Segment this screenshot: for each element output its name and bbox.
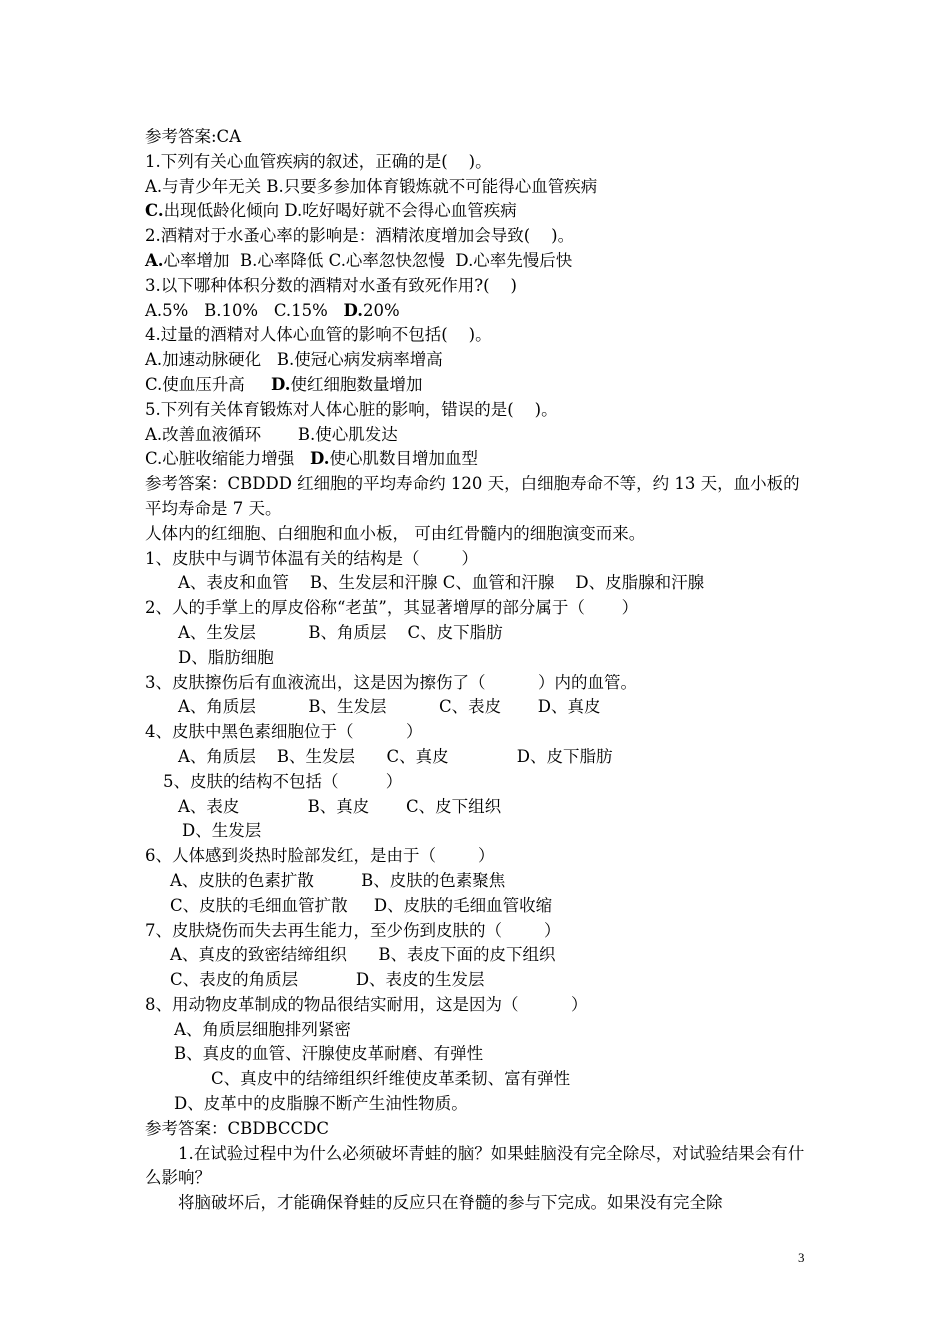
text-line: 1.下列有关心血管疾病的叙述，正确的是( )。 (145, 151, 492, 171)
text-segment: 使红细胞数量增加 (290, 374, 423, 394)
text-line: A.加速动脉硬化 B.使冠心病发病率增高 (145, 350, 443, 370)
question-line: 1、皮肤中与调节体温有关的结构是（ ） (145, 548, 478, 568)
text-segment: 20% (363, 300, 400, 320)
question-line: 2、人的手掌上的厚皮俗称“老茧”，其显著增厚的部分属于（ ） (145, 598, 639, 618)
text-line: 人体内的红细胞、白细胞和血小板， 可由红骨髓内的细胞演变而来。 (145, 523, 646, 543)
options-line: B、真皮的血管、汗腺使皮革耐磨、有弹性 (174, 1044, 484, 1064)
options-line: C、皮肤的毛细血管扩散 D、皮肤的毛细血管收缩 (170, 895, 553, 915)
text-segment: 出现低龄化倾向 D.吃好喝好就不会得心血管疾病 (163, 201, 517, 221)
text-segment: C.使血压升高 (145, 374, 272, 394)
text-segment: A.5% B.10% C.15% (145, 300, 344, 320)
question-line: 8、用动物皮革制成的物品很结实耐用，这是因为（ ） (145, 994, 588, 1014)
question-line: 3、皮肤擦伤后有血液流出，这是因为擦伤了（ ）内的血管。 (145, 672, 637, 692)
options-line: A、角质层 B、生发层 C、表皮 D、真皮 (178, 697, 601, 717)
options-line: D、脂肪细胞 (178, 647, 274, 667)
bold-option-mark: A. (145, 250, 164, 270)
options-line: A、真皮的致密结缔组织 B、表皮下面的皮下组织 (170, 945, 556, 965)
text-line: 2.酒精对于水蚤心率的影响是：酒精浓度增加会导致( )。 (145, 226, 575, 246)
options-line: A、生发层 B、角质层 C、皮下脂肪 (178, 622, 503, 642)
options-line: A、皮肤的色素扩散 B、皮肤的色素聚焦 (170, 870, 506, 890)
answer-line: 参考答案：CBDBCCDC (145, 1118, 330, 1138)
text-segment: C.心脏收缩能力增强 (145, 449, 311, 469)
text-line (145, 373, 810, 398)
question-line: 5、皮肤的结构不包括（ ） (163, 771, 403, 791)
text-paragraph: 参考答案：CBDDD 红细胞的平均寿命约 120 天，白细胞寿命不等，约 13 天，血小板的平均寿命是 7 天。 (145, 474, 800, 518)
text-line: 将脑破坏后，才能确保脊蛙的反应只在脊髓的参与下完成。如果没有完全除 (178, 1193, 723, 1213)
text-line: 3.以下哪种体积分数的酒精对水蚤有致死作用?( ) (145, 275, 517, 295)
bold-option-mark: D. (271, 374, 291, 394)
page-content (145, 125, 810, 1216)
page-number: 3 (798, 1250, 805, 1265)
text-segment: 使心肌数目增加血型 (329, 449, 478, 469)
question-line: 4、皮肤中黑色素细胞位于（ ） (145, 722, 423, 742)
question-line: 7、皮肤烧伤而失去再生能力，至少伤到皮肤的（ ） (145, 920, 561, 940)
bold-option-mark: D. (310, 449, 330, 469)
text-line: 5.下列有关体育锻炼对人体心脏的影响，错误的是( )。 (145, 399, 558, 419)
options-line: A、表皮 B、真皮 C、皮下组织 (178, 796, 502, 816)
options-line: A、角质层 B、生发层 C、真皮 D、皮下脂肪 (178, 746, 613, 766)
options-line: D、生发层 (182, 821, 262, 841)
options-line: C、表皮的角质层 D、表皮的生发层 (170, 970, 485, 990)
text-line (145, 199, 810, 224)
text-line (145, 447, 810, 472)
text-line: A.与青少年无关 B.只要多参加体育锻炼就不可能得心血管疾病 (145, 176, 598, 196)
options-line: A、角质层细胞排列紧密 (174, 1019, 351, 1039)
text-segment: 心率增加 B.心率降低 C.心率忽快忽慢 D.心率先慢后快 (163, 250, 573, 270)
text-line: 参考答案:CA (145, 127, 242, 146)
bold-option-mark: C. (145, 201, 164, 221)
text-paragraph: 1.在试验过程中为什么必须破坏青蛙的脑？如果蛙脑没有完全除尽，对试验结果会有什么影响？ (145, 1143, 805, 1188)
options-line: C、真皮中的结缔组织纤维使皮革柔韧、富有弹性 (211, 1069, 571, 1089)
options-line: A、表皮和血管 B、生发层和汗腺 C、血管和汗腺 D、皮脂腺和汗腺 (178, 573, 705, 593)
text-line (145, 299, 810, 324)
question-line: 6、人体感到炎热时脸部发红，是由于（ ） (145, 846, 495, 866)
options-line: D、皮革中的皮脂腺不断产生油性物质。 (174, 1094, 468, 1114)
text-line: 4.过量的酒精对人体心血管的影响不包括( )。 (145, 325, 492, 345)
bold-option-mark: D. (343, 300, 364, 320)
text-line: A.改善血液循环 B.使心肌发达 (145, 424, 398, 444)
text-line (145, 249, 810, 274)
